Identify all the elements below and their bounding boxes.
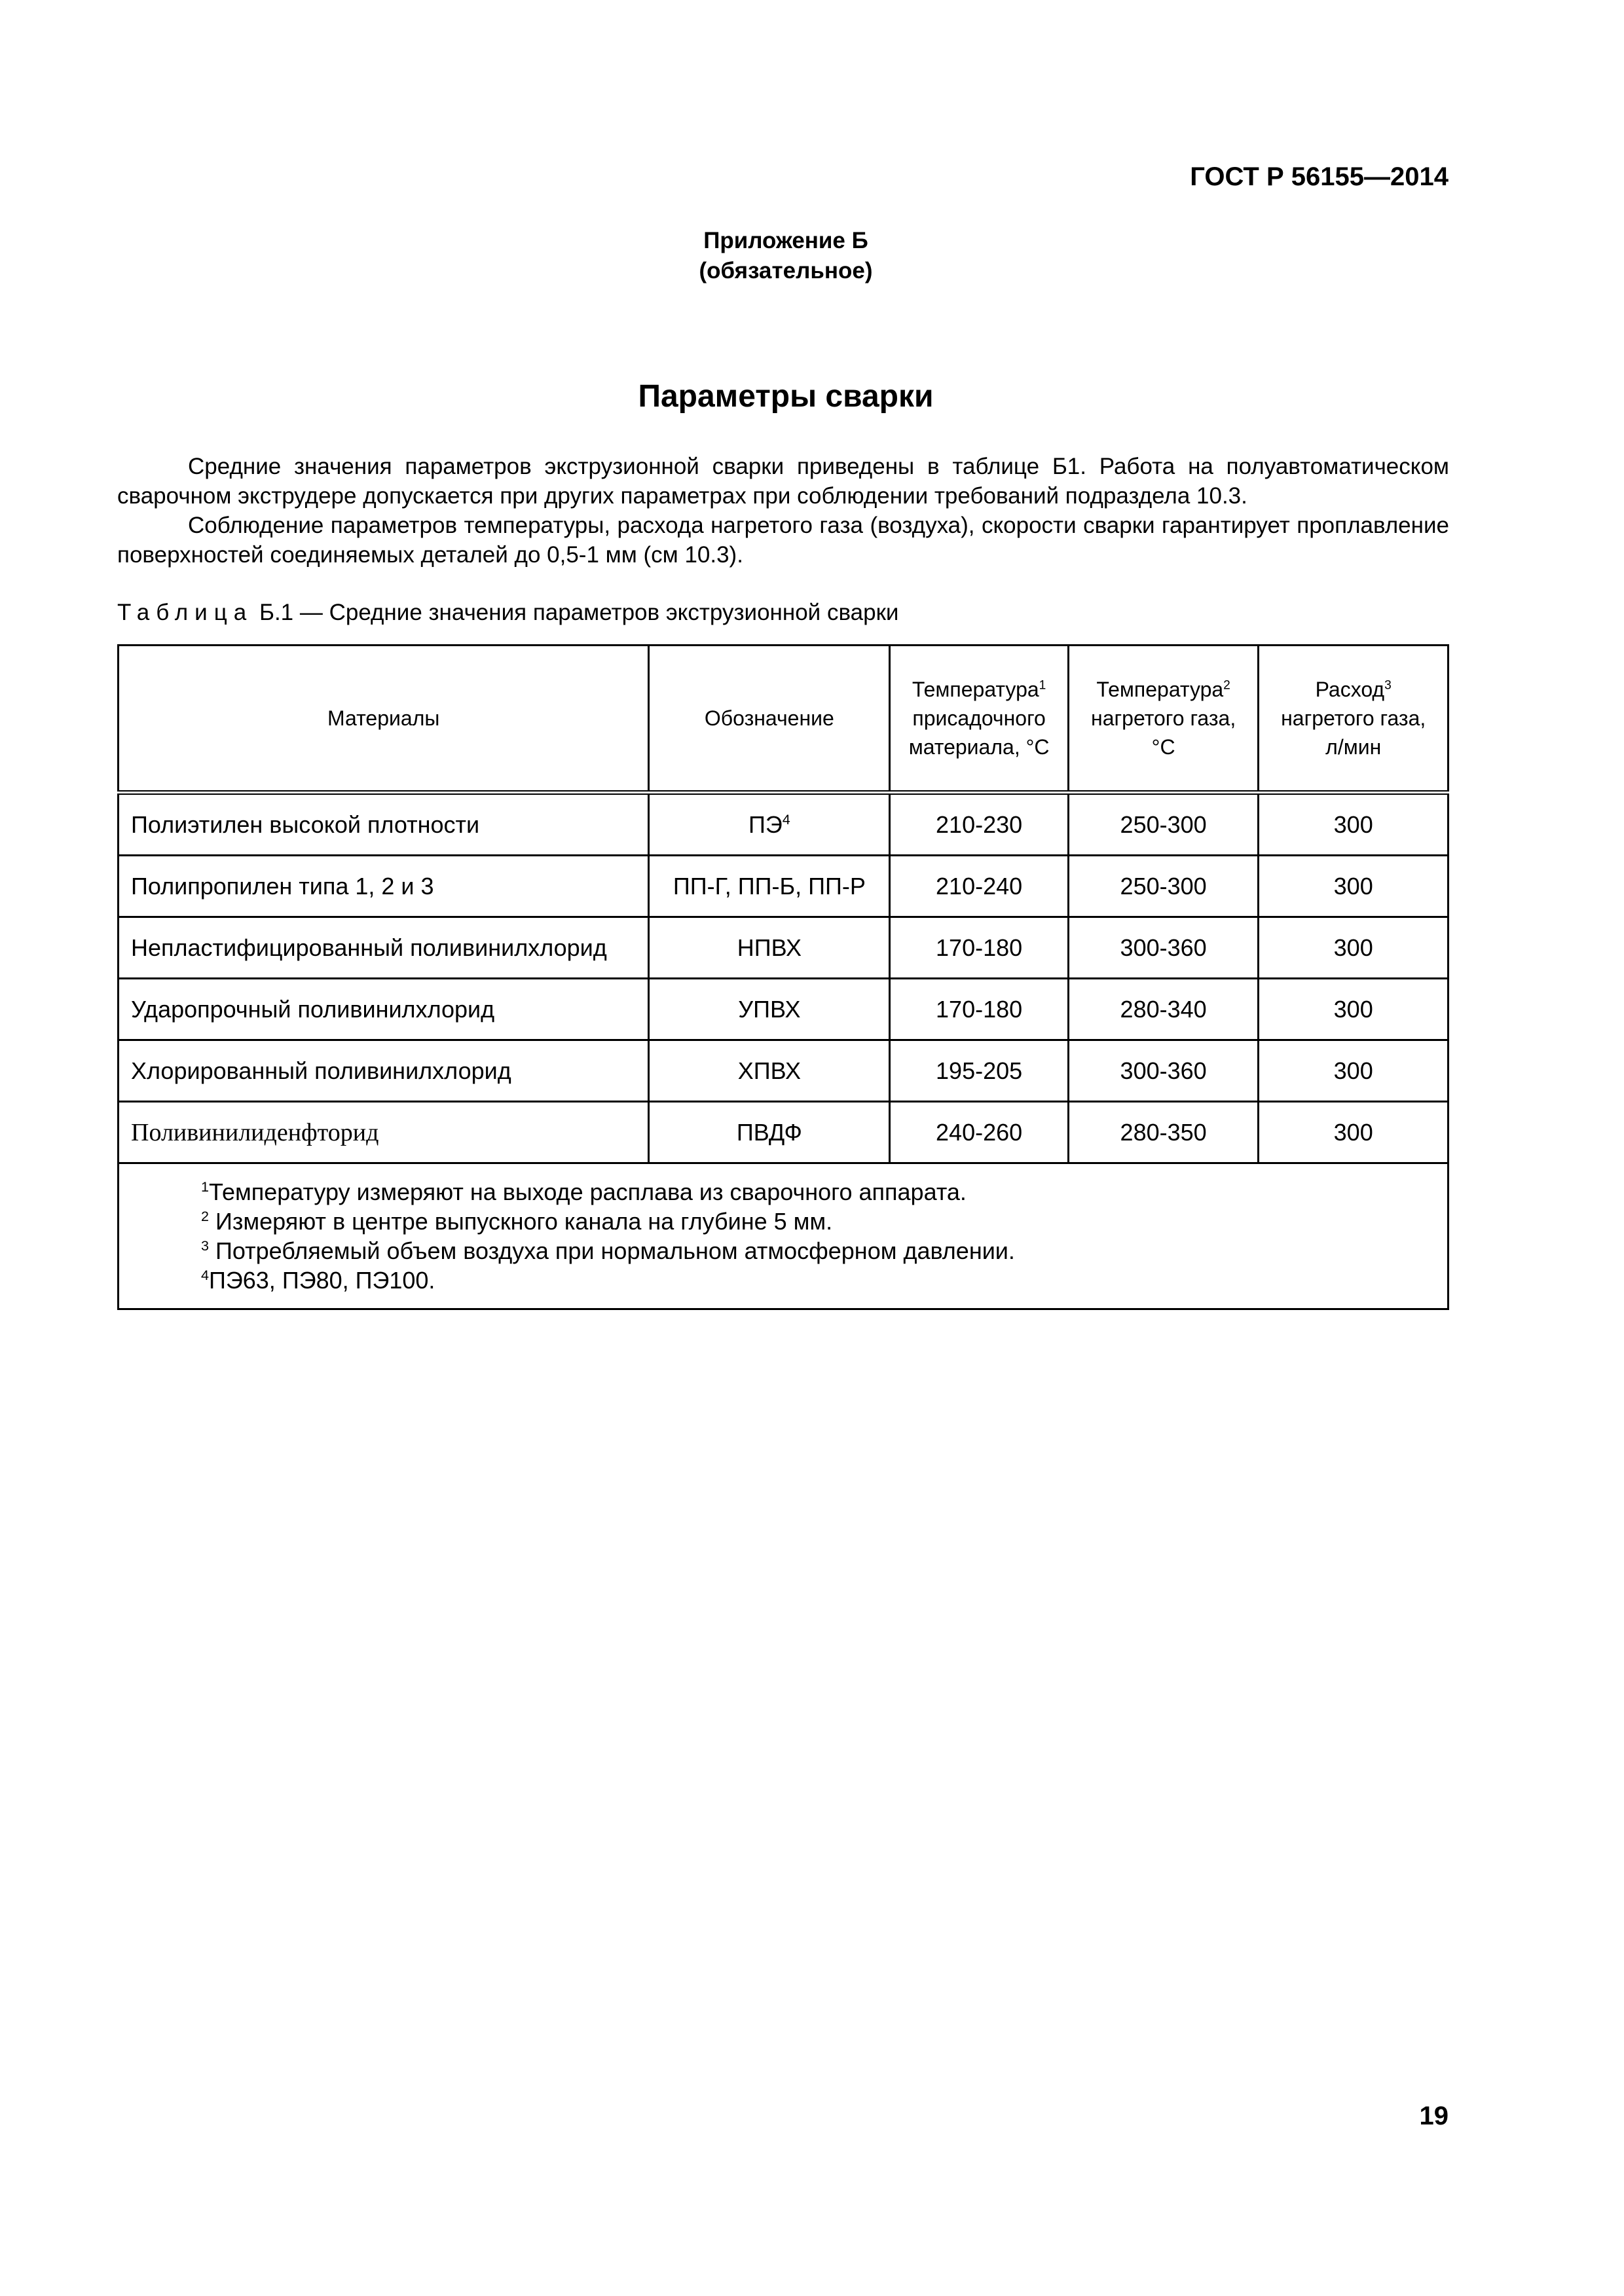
cell-gas-flow: 300 (1259, 1102, 1449, 1163)
cell-gas-flow: 300 (1259, 979, 1449, 1040)
cell-material: Хлорированный поливинилхлорид (119, 1040, 649, 1102)
cell-gas-temperature: 280-340 (1068, 979, 1259, 1040)
cell-filler-temperature: 240-260 (890, 1102, 1068, 1163)
appendix-status: (обязательное) (699, 258, 873, 283)
header-designation: Обозначение (649, 646, 890, 793)
header-filler-temperature: Температура$^1$ присадочного материала, °С (890, 646, 1068, 793)
table-footnotes-row (119, 1163, 1449, 1309)
cell-filler-temperature: 170-180 (890, 917, 1068, 979)
table-caption-label: Таблица (117, 600, 253, 625)
cell-gas-flow: 300 (1259, 1040, 1449, 1102)
header-gas-temperature: Температура$^2$ нагретого газа, °С (1068, 646, 1259, 793)
cell-gas-temperature: 250-300 (1068, 793, 1259, 856)
section-title: Параметры сварки (638, 379, 934, 414)
cell-designation: ПП-Г, ПП-Б, ПП-Р (649, 856, 890, 917)
cell-designation: НПВХ (649, 917, 890, 979)
table-row (119, 856, 1449, 917)
cell-gas-flow: 300 (1259, 793, 1449, 856)
table-row (119, 917, 1449, 979)
paragraph-2: Соблюдение параметров температуры, расхода нагретого газа (воздуха), скорости сварки гарантирует проплавление поверхностей соединяемых деталей до 0,5-1 мм (см 10.3). (117, 513, 1449, 568)
parameters-table (117, 644, 1449, 1310)
footnote: $^2$ Измеряют в центре выпускного канала на глубине 5 мм. (201, 1208, 833, 1235)
cell-material: Ударопрочный поливинилхлорид (119, 979, 649, 1040)
table-caption-text: Б.1 — Средние значения параметров экструзионной сварки (259, 600, 899, 625)
body-text (117, 452, 1449, 570)
cell-filler-temperature: 170-180 (890, 979, 1068, 1040)
cell-filler-temperature: 195-205 (890, 1040, 1068, 1102)
table-row (119, 979, 1449, 1040)
footnote: $^4$ПЭ63, ПЭ80, ПЭ100. (201, 1267, 435, 1294)
cell-filler-temperature: 210-230 (890, 793, 1068, 856)
cell-material: Непластифицированный поливинилхлорид (119, 917, 649, 979)
document-code: ГОСТ Р 56155—2014 (1190, 162, 1449, 191)
header-materials: Материалы (119, 646, 649, 793)
table-header-row (119, 646, 1449, 793)
table-footnotes (119, 1163, 1449, 1309)
cell-gas-temperature: 300-360 (1068, 917, 1259, 979)
footnote: $^3$ Потребляемый объем воздуха при нормальном атмосферном давлении. (201, 1237, 1015, 1264)
cell-material: Поливинилиденфторид (119, 1102, 649, 1163)
cell-gas-flow: 300 (1259, 917, 1449, 979)
cell-filler-temperature: 210-240 (890, 856, 1068, 917)
table-row (119, 793, 1449, 856)
cell-gas-temperature: 300-360 (1068, 1040, 1259, 1102)
table-row (119, 1040, 1449, 1102)
table-caption (117, 600, 898, 626)
cell-gas-temperature: 250-300 (1068, 856, 1259, 917)
cell-material: Полипропилен типа 1, 2 и 3 (119, 856, 649, 917)
cell-material: Полиэтилен высокой плотности (119, 793, 649, 856)
footnote: $^1$Температуру измеряют на выходе расплава из сварочного аппарата. (201, 1178, 967, 1205)
appendix-heading (0, 226, 1572, 286)
cell-gas-temperature: 280-350 (1068, 1102, 1259, 1163)
cell-gas-flow: 300 (1259, 856, 1449, 917)
page-number: 19 (1419, 2102, 1449, 2130)
cell-designation: УПВХ (649, 979, 890, 1040)
cell-designation: ХПВХ (649, 1040, 890, 1102)
table-row (119, 1102, 1449, 1163)
appendix-label: Приложение Б (703, 228, 868, 253)
paragraph-1: Средние значения параметров экструзионной сварки приведены в таблице Б1. Работа на полуавтоматическом сварочном экструдере допускается при других параметрах при соблюдении требований подраздела 10.3. (117, 454, 1449, 509)
cell-designation: ПВДФ (649, 1102, 890, 1163)
cell-designation: $ПЭ^4$ (649, 793, 890, 856)
header-gas-flow: Расход$^3$ нагретого газа, л/мин (1259, 646, 1449, 793)
